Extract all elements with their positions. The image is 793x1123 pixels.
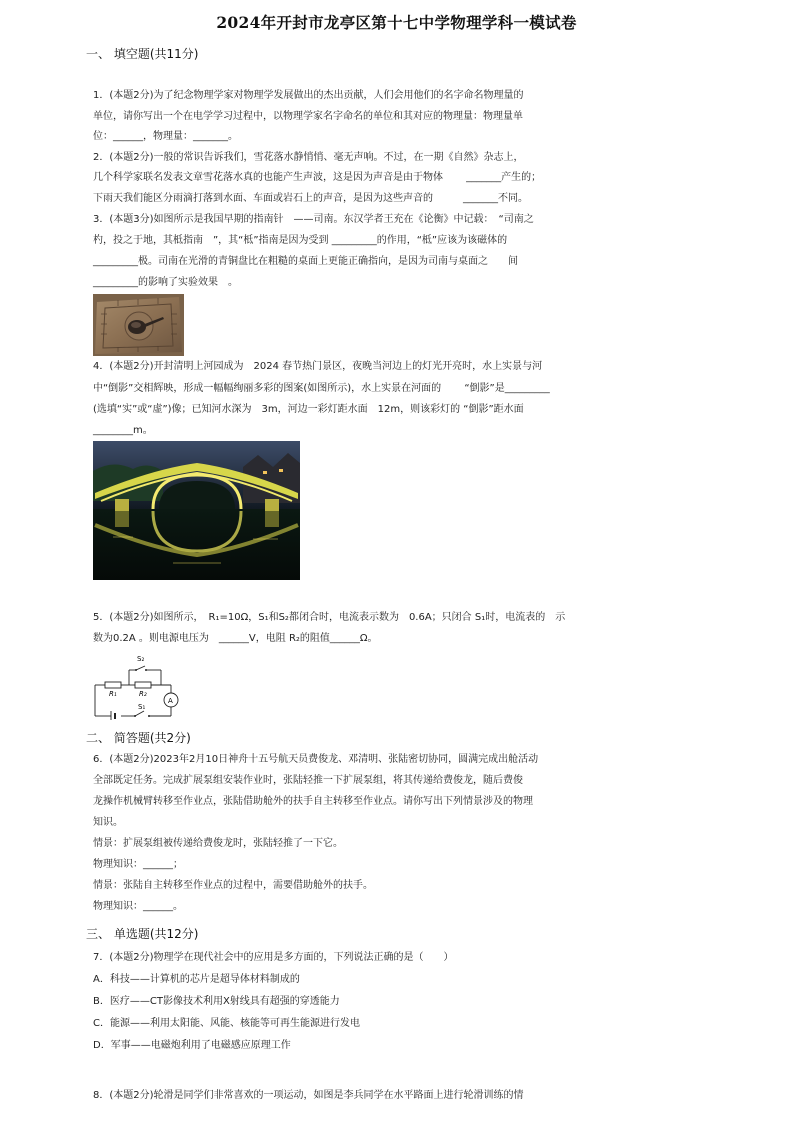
q6-line: 物理知识：______；: [93, 859, 183, 870]
q2-line: 2．(本题2分)一般的常识告诉我们，雪花落水静悄悄、毫无声响。不过，在一期《自然》杂志上，: [93, 152, 524, 163]
sinan-compass-image: [93, 294, 184, 356]
circuit-diagram: [93, 650, 183, 720]
q3-line: 杓，投之于地，其柢指南 ”，其“柢”指南是因为受到 _________的作用，“柢”应该为该磁体的: [93, 235, 508, 246]
q5-line: 数为0.2A 。则电源电压为 ______V，电阻 R₂的阻值______Ω。: [93, 633, 378, 644]
q3-line: _________的影响了实验效果 。: [93, 277, 238, 288]
q5-line: 5．(本题2分)如图所示， R₁=10Ω，S₁和S₂都闭合时，电流表示数为 0.6A；只闭合 S₁时，电流表的 示: [93, 612, 566, 623]
q4-line: ________m。: [93, 425, 153, 436]
night-bridge-reflection-image: [93, 441, 300, 580]
q3-line: 3．(本题3分)如图所示是我国早期的指南针 ——司南。东汉学者王充在《论衡》中记载： “司南之: [93, 214, 534, 225]
q1-line: 位：______，物理量：_______。: [93, 131, 238, 142]
q8-line: 8．(本题2分)轮滑是同学们非常喜欢的一项运动，如图是李兵同学在水平路面上进行轮滑训练的情: [93, 1090, 524, 1101]
switch-s1-label: S₁: [138, 703, 146, 711]
section-heading-fill-in: 一、 填空题(共11分): [86, 47, 199, 61]
q7-option-b: B．医疗——CT影像技术利用X射线具有超强的穿透能力: [93, 996, 340, 1007]
q2-line: 几个科学家联名发表文章雪花落水真的也能产生声波，这是因为声音是由于物体 _______产生的；: [93, 172, 542, 183]
section-heading-short-answer: 二、 简答题(共2分): [86, 731, 191, 745]
q6-line: 知识。: [93, 817, 123, 828]
q4-line: (选填“实”或“虚”)像；已知河水深为 3m，河边一彩灯距水面 12m，则该彩灯的 “倒影”距水面: [93, 404, 524, 415]
q1-line: 单位，请你写出一个在电学学习过程中，以物理学家名字命名的单位和其对应的物理量：物理量单: [93, 111, 523, 122]
exam-title: 2024年开封市龙亭区第十七中学物理学科一模试卷: [216, 13, 577, 32]
section-heading-single-choice: 三、 单选题(共12分): [86, 927, 199, 941]
q3-line: _________极。司南在光滑的青铜盘比在粗糙的桌面上更能正确指向，是因为司南与桌面之 间: [93, 256, 518, 267]
resistor-r2-label: R₂: [139, 690, 147, 698]
q7-option-c: C．能源——利用太阳能、风能、核能等可再生能源进行发电: [93, 1018, 360, 1029]
q7-option-d: D．军事——电磁炮利用了电磁感应原理工作: [93, 1040, 291, 1051]
q2-line: 下雨天我们能区分雨滴打落到水面、车面或岩石上的声音，是因为这些声音的 _______不同。: [93, 193, 528, 204]
switch-s2-label: S₂: [137, 655, 145, 663]
ammeter-label: A: [168, 697, 173, 705]
q4-line: 4．(本题2分)开封清明上河园成为 2024 春节热门景区，夜晚当河边上的灯光开亮时，水上实景与河: [93, 361, 543, 372]
q6-line: 龙操作机械臂转移至作业点，张陆借助舱外的扶手自主转移至作业点。请你写出下列情景涉及的物理: [93, 796, 533, 807]
q1-line: 1．(本题2分)为了纪念物理学家对物理学发展做出的杰出贡献，人们会用他们的名字命名物理量的: [93, 90, 524, 101]
q6-line: 物理知识：______。: [93, 901, 183, 912]
resistor-r1-label: R₁: [109, 690, 117, 698]
q6-line: 情景：扩展泵组被传递给费俊龙时，张陆轻推了一下它。: [93, 838, 343, 849]
q7-option-a: A．科技——计算机的芯片是超导体材料制成的: [93, 974, 300, 985]
q4-line: 中“倒影”交相辉映，形成一幅幅绚丽多彩的图案(如图所示)，水上实景在河面的 “倒影”是_________: [93, 383, 550, 394]
q6-line: 全部既定任务。完成扩展泵组安装作业时，张陆轻推一下扩展泵组，将其传递给费俊龙，随后费俊: [93, 775, 523, 786]
q6-line: 情景：张陆自主转移至作业点的过程中，需要借助舱外的扶手。: [93, 880, 373, 891]
q7-stem: 7．(本题2分)物理学在现代社会中的应用是多方面的，下列说法正确的是（ ）: [93, 952, 454, 963]
q6-line: 6．(本题2分)2023年2月10日神舟十五号航天员费俊龙、邓清明、张陆密切协同，圆满完成出舱活动: [93, 754, 539, 765]
